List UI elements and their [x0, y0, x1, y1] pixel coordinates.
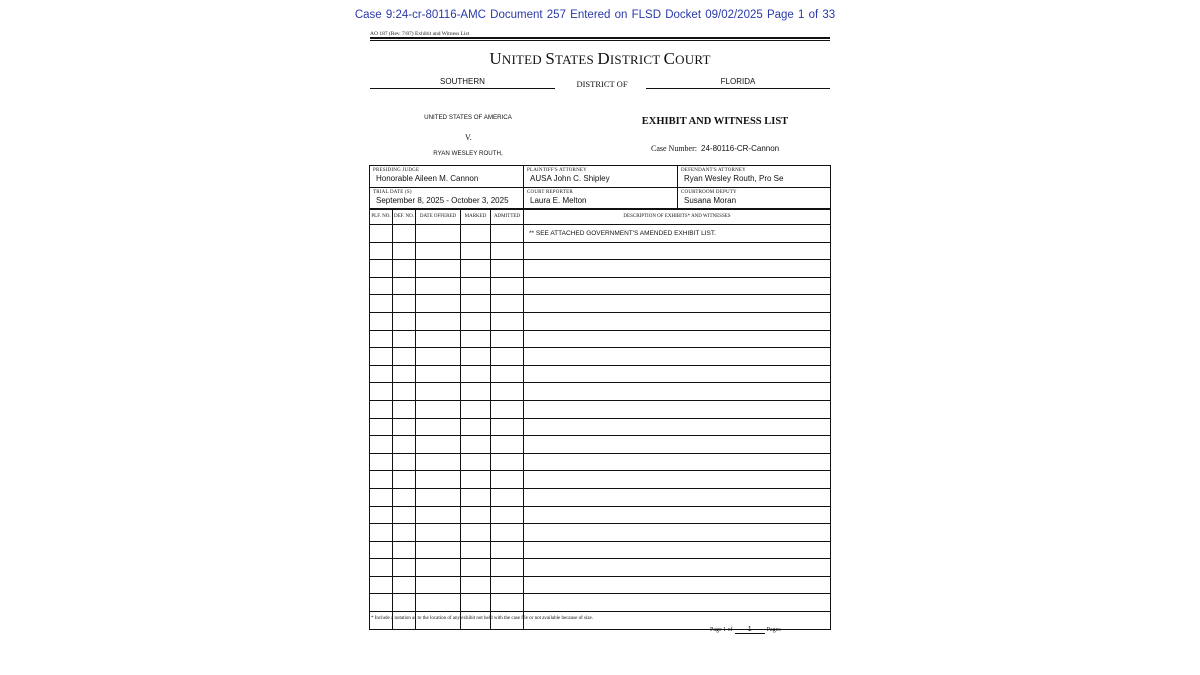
def-no-cell — [393, 260, 416, 278]
table-row — [370, 277, 831, 295]
admitted-cell — [491, 330, 524, 348]
description-cell — [524, 594, 831, 612]
description-cell — [524, 576, 831, 594]
marked-cell — [461, 506, 491, 524]
table-row — [370, 559, 831, 577]
table-row — [370, 330, 831, 348]
page-count — [710, 626, 781, 634]
table-row — [370, 242, 831, 260]
plf-no-cell — [370, 418, 393, 436]
marked-cell — [461, 242, 491, 260]
admitted-cell — [491, 225, 524, 243]
column-header-description: DESCRIPTION OF EXHIBITS* AND WITNESSES — [524, 209, 831, 225]
admitted-cell — [491, 383, 524, 401]
def-no-cell — [393, 383, 416, 401]
defendants-attorney-value: Ryan Wesley Routh, Pro Se — [684, 174, 784, 183]
def-no-cell — [393, 436, 416, 454]
date-offered-cell — [416, 594, 461, 612]
presiding-judge-label: PRESIDING JUDGE — [373, 168, 420, 173]
trial-date-value: September 8, 2025 - October 3, 2025 — [376, 196, 509, 205]
description-cell — [524, 453, 831, 471]
admitted-cell — [491, 541, 524, 559]
admitted-cell — [491, 506, 524, 524]
admitted-cell — [491, 400, 524, 418]
plf-no-cell — [370, 436, 393, 454]
marked-cell — [461, 418, 491, 436]
table-row — [370, 365, 831, 383]
page-count-suffix: Pages — [766, 627, 781, 633]
description-cell — [524, 488, 831, 506]
date-offered-cell — [416, 418, 461, 436]
table-row — [370, 594, 831, 612]
description-cell — [524, 312, 831, 330]
admitted-cell — [491, 365, 524, 383]
page-count-prefix: Page 1 of — [710, 627, 733, 633]
table-row — [370, 576, 831, 594]
table-row — [370, 524, 831, 542]
date-offered-cell — [416, 541, 461, 559]
description-cell: ** SEE ATTACHED GOVERNMENT'S AMENDED EXHIBIT LIST. — [524, 225, 831, 243]
case-number — [651, 144, 779, 153]
date-offered-cell — [416, 260, 461, 278]
plf-no-cell — [370, 348, 393, 366]
marked-cell — [461, 295, 491, 313]
table-row — [370, 260, 831, 278]
header-rule-thick — [370, 37, 830, 39]
case-number-label: Case Number: — [651, 144, 697, 153]
admitted-cell — [491, 436, 524, 454]
table-row — [370, 400, 831, 418]
marked-cell — [461, 365, 491, 383]
def-no-cell — [393, 348, 416, 366]
description-cell — [524, 330, 831, 348]
admitted-cell — [491, 524, 524, 542]
courtroom-deputy-value: Susana Moran — [684, 196, 737, 205]
admitted-cell — [491, 295, 524, 313]
date-offered-cell — [416, 277, 461, 295]
marked-cell — [461, 559, 491, 577]
admitted-cell — [491, 594, 524, 612]
def-no-cell — [393, 330, 416, 348]
description-cell — [524, 260, 831, 278]
plf-no-cell — [370, 400, 393, 418]
description-cell — [524, 383, 831, 401]
marked-cell — [461, 277, 491, 295]
admitted-cell — [491, 576, 524, 594]
def-no-cell — [393, 541, 416, 559]
description-cell — [524, 365, 831, 383]
marked-cell — [461, 383, 491, 401]
admitted-cell — [491, 260, 524, 278]
def-no-cell — [393, 242, 416, 260]
plf-no-cell — [370, 225, 393, 243]
description-cell — [524, 471, 831, 489]
versus-label: V. — [465, 133, 472, 142]
description-cell — [524, 242, 831, 260]
marked-cell — [461, 471, 491, 489]
plf-no-cell — [370, 594, 393, 612]
description-cell — [524, 559, 831, 577]
case-info-table — [369, 165, 831, 210]
admitted-cell — [491, 312, 524, 330]
table-row — [370, 295, 831, 313]
admitted-cell — [491, 418, 524, 436]
plf-no-cell — [370, 541, 393, 559]
plaintiff-name: UNITED STATES OF AMERICA — [424, 114, 512, 121]
def-no-cell — [393, 594, 416, 612]
date-offered-cell — [416, 471, 461, 489]
district-line — [370, 77, 830, 91]
def-no-cell — [393, 225, 416, 243]
plf-no-cell — [370, 312, 393, 330]
marked-cell — [461, 488, 491, 506]
plf-no-cell — [370, 471, 393, 489]
plf-no-cell — [370, 295, 393, 313]
column-header-admitted: ADMITTED — [491, 209, 524, 225]
date-offered-cell — [416, 576, 461, 594]
case-number-value: 24-80116-CR-Cannon — [701, 144, 780, 153]
plf-no-cell — [370, 260, 393, 278]
admitted-cell — [491, 559, 524, 577]
date-offered-cell — [416, 559, 461, 577]
description-cell — [524, 418, 831, 436]
column-header-marked: MARKED — [461, 209, 491, 225]
page-count-total: 1 — [735, 626, 765, 634]
footnote: * Include a notation as to the location of any exhibit not held with the case file or not available because of size. — [371, 616, 594, 621]
description-cell — [524, 348, 831, 366]
date-offered-cell — [416, 524, 461, 542]
marked-cell — [461, 400, 491, 418]
docket-header-stamp: Case 9:24-cr-80116-AMC Document 257 Entered on FLSD Docket 09/02/2025 Page 1 of 33 — [354, 9, 836, 21]
table-row — [370, 488, 831, 506]
form-number: AO 187 (Rev. 7/87) Exhibit and Witness List — [370, 31, 470, 37]
date-offered-cell — [416, 453, 461, 471]
plaintiffs-attorney-cell — [524, 166, 678, 188]
courtroom-deputy-cell — [678, 188, 831, 210]
marked-cell — [461, 576, 491, 594]
def-no-cell — [393, 488, 416, 506]
date-offered-cell — [416, 506, 461, 524]
marked-cell — [461, 524, 491, 542]
trial-date-cell — [370, 188, 524, 210]
plf-no-cell — [370, 524, 393, 542]
column-header-date-offered: DATE OFFERED — [416, 209, 461, 225]
date-offered-cell — [416, 488, 461, 506]
date-offered-cell — [416, 436, 461, 454]
def-no-cell — [393, 559, 416, 577]
district-name: SOUTHERN — [370, 77, 555, 89]
description-cell — [524, 436, 831, 454]
date-offered-cell — [416, 225, 461, 243]
table-row — [370, 436, 831, 454]
plf-no-cell — [370, 383, 393, 401]
form-title: EXHIBIT AND WITNESS LIST — [641, 116, 789, 127]
description-cell — [524, 277, 831, 295]
presiding-judge-value: Honorable Aileen M. Cannon — [376, 174, 479, 183]
table-row — [370, 348, 831, 366]
plaintiffs-attorney-value: AUSA John C. Shipley — [530, 174, 610, 183]
court-title: UNITED STATES DISTRICT COURT — [489, 49, 711, 68]
exhibit-table — [369, 208, 831, 630]
admitted-cell — [491, 242, 524, 260]
admitted-cell — [491, 453, 524, 471]
date-offered-cell — [416, 365, 461, 383]
def-no-cell — [393, 418, 416, 436]
def-no-cell — [393, 277, 416, 295]
column-header-plf-no: PLF. NO. — [370, 209, 393, 225]
date-offered-cell — [416, 295, 461, 313]
plf-no-cell — [370, 453, 393, 471]
marked-cell — [461, 453, 491, 471]
court-reporter-cell — [524, 188, 678, 210]
table-row — [370, 225, 831, 243]
plf-no-cell — [370, 242, 393, 260]
table-row — [370, 453, 831, 471]
def-no-cell — [393, 471, 416, 489]
date-offered-cell — [416, 383, 461, 401]
defendant-name: RYAN WESLEY ROUTH, — [433, 150, 503, 157]
admitted-cell — [491, 348, 524, 366]
date-offered-cell — [416, 330, 461, 348]
table-row — [370, 506, 831, 524]
marked-cell — [461, 225, 491, 243]
def-no-cell — [393, 365, 416, 383]
date-offered-cell — [416, 242, 461, 260]
def-no-cell — [393, 576, 416, 594]
court-reporter-value: Laura E. Melton — [530, 196, 587, 205]
marked-cell — [461, 594, 491, 612]
description-cell — [524, 506, 831, 524]
plf-no-cell — [370, 365, 393, 383]
plaintiffs-attorney-label: PLAINTIFF'S ATTORNEY — [527, 168, 587, 173]
column-header-def-no: DEF. NO. — [393, 209, 416, 225]
admitted-cell — [491, 488, 524, 506]
table-row — [370, 541, 831, 559]
admitted-cell — [491, 277, 524, 295]
plf-no-cell — [370, 330, 393, 348]
header-rule-thin — [370, 40, 830, 41]
trial-date-label: TRIAL DATE (S) — [373, 190, 412, 195]
plf-no-cell — [370, 559, 393, 577]
table-row — [370, 312, 831, 330]
date-offered-cell — [416, 400, 461, 418]
table-row — [370, 471, 831, 489]
date-offered-cell — [416, 312, 461, 330]
exhibit-rows — [370, 225, 831, 630]
marked-cell — [461, 348, 491, 366]
defendants-attorney-label: DEFENDANT'S ATTORNEY — [681, 168, 746, 173]
plf-no-cell — [370, 488, 393, 506]
marked-cell — [461, 260, 491, 278]
table-row — [370, 418, 831, 436]
plf-no-cell — [370, 576, 393, 594]
presiding-judge-cell — [370, 166, 524, 188]
def-no-cell — [393, 312, 416, 330]
description-cell — [524, 541, 831, 559]
def-no-cell — [393, 506, 416, 524]
def-no-cell — [393, 524, 416, 542]
court-reporter-label: COURT REPORTER — [527, 190, 573, 195]
date-offered-cell — [416, 348, 461, 366]
marked-cell — [461, 541, 491, 559]
plf-no-cell — [370, 277, 393, 295]
defendants-attorney-cell — [678, 166, 831, 188]
def-no-cell — [393, 295, 416, 313]
table-row — [370, 383, 831, 401]
plf-no-cell — [370, 506, 393, 524]
description-cell — [524, 295, 831, 313]
marked-cell — [461, 312, 491, 330]
def-no-cell — [393, 453, 416, 471]
admitted-cell — [491, 471, 524, 489]
marked-cell — [461, 436, 491, 454]
district-of-label: DISTRICT OF — [576, 79, 628, 89]
state-name: FLORIDA — [646, 77, 830, 89]
def-no-cell — [393, 400, 416, 418]
marked-cell — [461, 330, 491, 348]
description-cell — [524, 524, 831, 542]
courtroom-deputy-label: COURTROOM DEPUTY — [681, 190, 737, 195]
description-cell — [524, 400, 831, 418]
